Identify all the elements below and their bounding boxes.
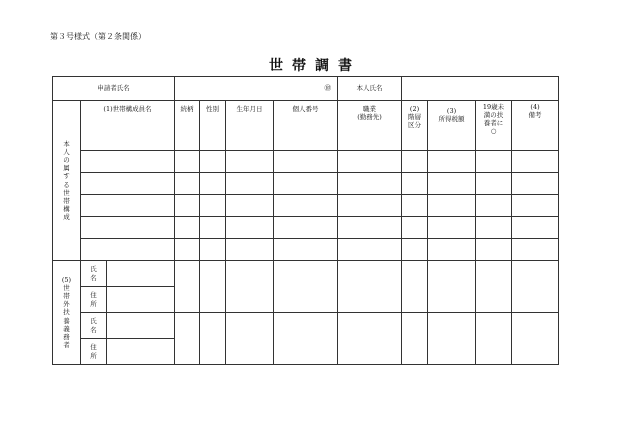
sex-header: 性別 [200, 101, 226, 151]
applicant-name-label: 申請者氏名 [53, 77, 175, 101]
income-tax-cell[interactable] [428, 173, 476, 195]
tier-cell[interactable] [402, 261, 428, 313]
person-name-field[interactable] [402, 77, 559, 101]
occupation-cell[interactable] [338, 217, 402, 239]
sex-cell[interactable] [200, 151, 226, 173]
income-tax-cell[interactable] [428, 313, 476, 365]
household-side-label: 本 人 の 属 す る 世 帯 構 成 [53, 101, 81, 261]
outside-address-cell[interactable] [107, 339, 175, 365]
individual-number-cell[interactable] [274, 173, 338, 195]
remarks-cell[interactable] [512, 313, 559, 365]
tier-cell[interactable] [402, 217, 428, 239]
individual-number-cell[interactable] [274, 239, 338, 261]
outside-name-cell[interactable] [107, 313, 175, 339]
tier-cell[interactable] [402, 239, 428, 261]
row-label-address: 住 所 [81, 287, 107, 313]
birthdate-cell[interactable] [226, 313, 274, 365]
occupation-cell[interactable] [338, 151, 402, 173]
occupation-cell[interactable] [338, 313, 402, 365]
tier-cell[interactable] [402, 151, 428, 173]
remarks-cell[interactable] [512, 239, 559, 261]
row-label-name: 氏 名 [81, 313, 107, 339]
individual-number-cell[interactable] [274, 151, 338, 173]
birthdate-header: 生年月日 [226, 101, 274, 151]
household-member-row [53, 173, 559, 195]
tier-header: (2) 階層 区分 [402, 101, 428, 151]
sex-cell[interactable] [200, 173, 226, 195]
under19-cell[interactable] [476, 173, 512, 195]
member-name-cell[interactable] [81, 217, 175, 239]
household-member-row [53, 195, 559, 217]
outside-dependent-name-row [53, 261, 559, 287]
remarks-cell[interactable] [512, 195, 559, 217]
birthdate-cell[interactable] [226, 217, 274, 239]
members-name-header: (1)世帯構成員名 [81, 101, 175, 151]
member-name-cell[interactable] [81, 239, 175, 261]
occupation-cell[interactable] [338, 173, 402, 195]
household-member-row [53, 239, 559, 261]
income-tax-cell[interactable] [428, 261, 476, 313]
relationship-cell[interactable] [175, 313, 200, 365]
birthdate-cell[interactable] [226, 151, 274, 173]
household-survey-table [52, 76, 559, 365]
birthdate-cell[interactable] [226, 261, 274, 313]
individual-number-cell[interactable] [274, 313, 338, 365]
relationship-cell[interactable] [175, 195, 200, 217]
sex-cell[interactable] [200, 313, 226, 365]
person-name-label: 本人氏名 [338, 77, 402, 101]
sex-cell[interactable] [200, 195, 226, 217]
outside-household-side-label: (5) 世 帯 外 扶 養 義 務 者 [53, 261, 81, 365]
row-label-name: 氏 名 [81, 261, 107, 287]
occupation-cell[interactable] [338, 239, 402, 261]
row-label-address: 住 所 [81, 339, 107, 365]
document-title: 世帯調書 [269, 58, 361, 74]
sex-cell[interactable] [200, 239, 226, 261]
under19-dependent-header: 19歳未 満の扶 養者に ○ [476, 101, 512, 151]
under19-cell[interactable] [476, 261, 512, 313]
relationship-cell[interactable] [175, 151, 200, 173]
remarks-cell[interactable] [512, 261, 559, 313]
birthdate-cell[interactable] [226, 195, 274, 217]
income-tax-cell[interactable] [428, 151, 476, 173]
outside-name-cell[interactable] [107, 261, 175, 287]
income-tax-cell[interactable] [428, 239, 476, 261]
under19-cell[interactable] [476, 151, 512, 173]
relationship-cell[interactable] [175, 261, 200, 313]
tier-cell[interactable] [402, 313, 428, 365]
under19-cell[interactable] [476, 313, 512, 365]
sex-cell[interactable] [200, 261, 226, 313]
income-tax-header: (3) 所得税額 [428, 101, 476, 151]
remarks-cell[interactable] [512, 173, 559, 195]
remarks-cell[interactable] [512, 217, 559, 239]
applicant-name-field[interactable] [175, 77, 338, 101]
outside-dependent-name-row [53, 313, 559, 339]
relationship-cell[interactable] [175, 217, 200, 239]
remarks-cell[interactable] [512, 151, 559, 173]
member-name-cell[interactable] [81, 195, 175, 217]
individual-number-cell[interactable] [274, 261, 338, 313]
under19-cell[interactable] [476, 239, 512, 261]
individual-number-cell[interactable] [274, 195, 338, 217]
member-name-cell[interactable] [81, 151, 175, 173]
birthdate-cell[interactable] [226, 239, 274, 261]
seal-mark: ㊞ [324, 84, 332, 93]
individual-number-header: 個人番号 [274, 101, 338, 151]
income-tax-cell[interactable] [428, 195, 476, 217]
form-number: 第３号様式（第２条関係） [50, 32, 146, 41]
member-name-cell[interactable] [81, 173, 175, 195]
occupation-cell[interactable] [338, 195, 402, 217]
outside-address-cell[interactable] [107, 287, 175, 313]
tier-cell[interactable] [402, 195, 428, 217]
relationship-cell[interactable] [175, 173, 200, 195]
birthdate-cell[interactable] [226, 173, 274, 195]
under19-cell[interactable] [476, 217, 512, 239]
sex-cell[interactable] [200, 217, 226, 239]
under19-cell[interactable] [476, 195, 512, 217]
relationship-header: 続柄 [175, 101, 200, 151]
individual-number-cell[interactable] [274, 217, 338, 239]
relationship-cell[interactable] [175, 239, 200, 261]
occupation-cell[interactable] [338, 261, 402, 313]
occupation-header: 職業 (勤務先) [338, 101, 402, 151]
tier-cell[interactable] [402, 173, 428, 195]
household-member-row [53, 217, 559, 239]
remarks-header: (4) 備考 [512, 101, 559, 151]
income-tax-cell[interactable] [428, 217, 476, 239]
household-member-row [53, 151, 559, 173]
